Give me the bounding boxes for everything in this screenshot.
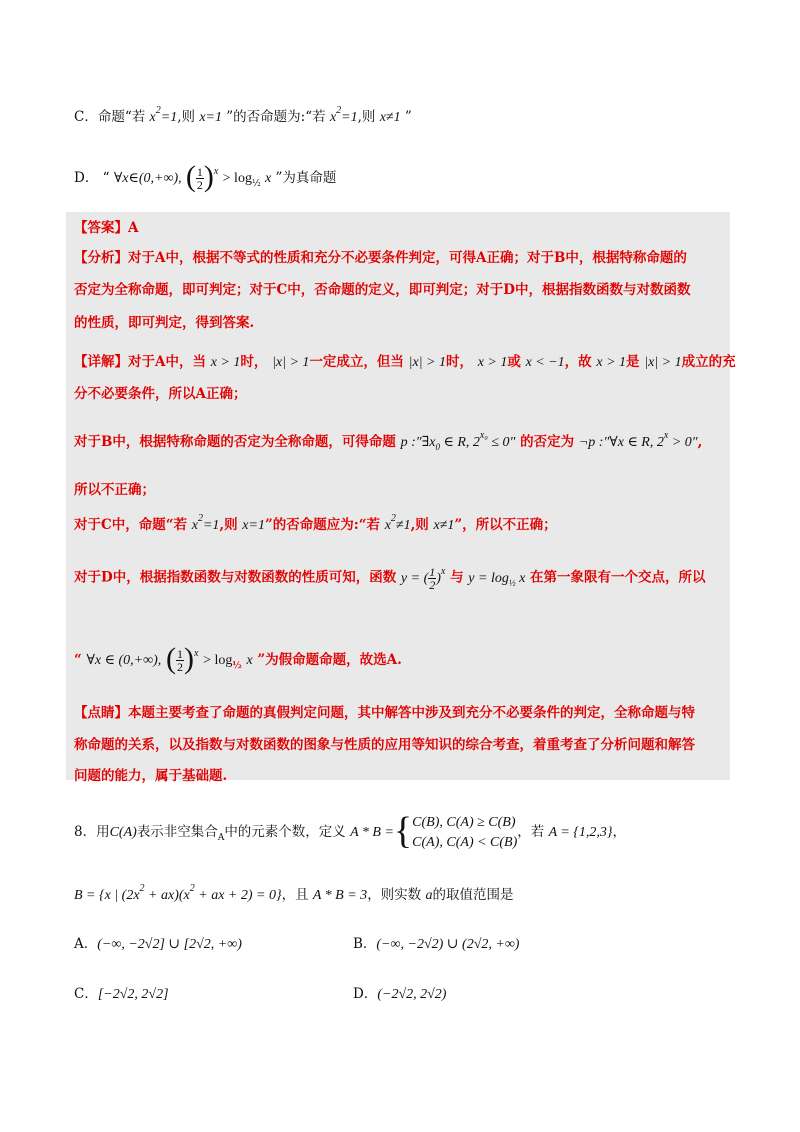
detail-line-6: 对于D中，根据指数函数与对数函数的性质可知，函数 y = ( $\frac{1}{2}$ )$^x$ 与 $y = \log_{\frac{1}{2}} x$ 在第一象限有一个交点，所以 [74,565,706,592]
detail-line-4: 所以不正确； [74,482,155,498]
detail-line-1: 【详解】对于A中，当 x > 1时， |x| > 1一定成立，但当 |x| > 1时， x > 1或 x < −1，故 x > 1是 |x| > 1成立的充 [74,354,736,370]
option-d-q8: D．(−2√2, 2√2) [353,986,447,1002]
detail-line-5: 对于C中，命题“若 $x^2=1$,则 x=1”的否命题应为:“若 $x^2\ne 1$,则 x≠1”，所以不正确； [74,513,557,533]
option-d: D． “ ∀x∈(0,+∞), ( $\frac{1}{2}$ )$^x > \log_{\frac{1}{2}} x$ ”为真命题 [74,159,337,193]
math-x-squared-2: $x^2=1$ [329,105,358,125]
comment-line-1: 【点睛】本题主要考查了命题的真假判定问题，其中解答中涉及到充分不必要条件的判定，全称命题与特 [74,705,695,721]
math-forall: ∀x∈(0,+∞), [113,171,182,186]
option-b: B．(−∞, −2√2) ∪ (2√2, +∞) [353,936,520,952]
detail-line-3: 对于B中，根据特称命题的否定为全称命题，可得命题 p $:"\exists x_0$ ∈ R, $2^{x_0} \le 0$" 的否定为 ¬p :"∀x ∈ R, $2^x > 0$", [74,430,703,452]
math-x-eq-1: x=1 [199,110,222,125]
option-c-q8: C．[−2√2, 2√2] [74,986,169,1002]
math-x-ne-1: x≠1 [379,110,401,125]
answer-line: 【答案】A [74,220,139,236]
math-fraction-half: $\frac{1}{2}$ [196,165,203,192]
question-8-line-1: 8．用C(A)表示非空集合$_A$中的元素个数，定义 A * B ={ C(B), C(A) ≥ C(B) C(A), C(A) < C(B) ，若 A = {1,2,3}， [74,809,627,852]
question-8-line-2: B = {x | $(2x^2 + ax)(x^2$ + ax + 2) = 0}，且 A * B = 3，则实数 a的取值范围是 [74,883,514,903]
option-c: C．命题“若 $x^2=1$,则 x=1 ”的否命题为:“若 $x^2=1$,则 x≠1 ” [74,105,412,125]
math-x-squared: $x^2=1$ [149,105,178,125]
detail-line-2: 分不必要条件，所以A正确； [74,386,247,402]
analysis-line-3: 的性质，即可判定，得到答案. [74,315,255,331]
comment-line-2: 称命题的关系，以及指数与对数函数的图象与性质的应用等知识的综合考查，着重考查了分析问题和解答 [74,737,695,753]
analysis-line-1: 【分析】对于A中，根据不等式的性质和充分不必要条件判定，可得A正确；对于B中，根据特称命题的 [74,250,687,266]
comment-line-3: 问题的能力，属于基础题. [74,768,228,784]
option-a: A．(−∞, −2√2] ∪ [2√2, +∞) [74,936,242,952]
analysis-line-2: 否定为全称命题，即可判定；对于C中，否命题的定义，即可判定；对于D中，根据指数函数与对数函数 [74,282,691,298]
detail-line-7: “ ∀x ∈ (0,+∞), ( $\frac{1}{2}$ )$^x > \log_{\frac{1}{2}} x$ ”为假命题命题，故选A. [74,641,402,675]
